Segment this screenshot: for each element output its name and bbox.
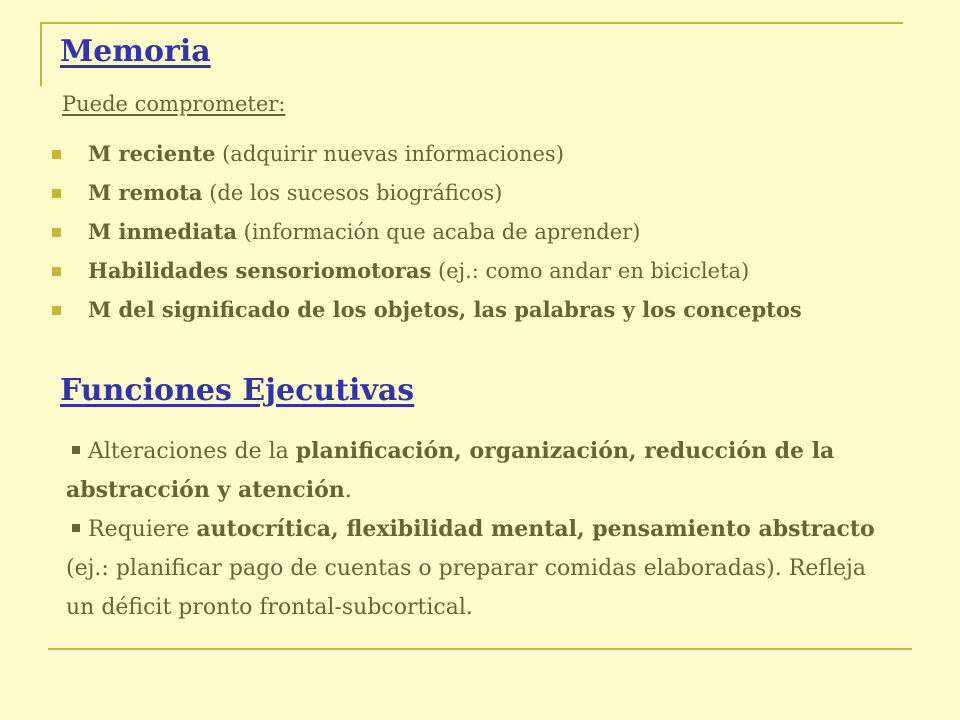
square-bullet-icon — [72, 446, 80, 454]
top-divider — [40, 22, 903, 24]
bottom-divider — [48, 648, 912, 650]
memoria-list — [52, 138, 932, 333]
funciones-body — [66, 432, 896, 627]
square-bullet-icon — [52, 267, 61, 276]
item-bold: M reciente — [88, 141, 216, 166]
list-item — [52, 294, 932, 333]
square-bullet-icon — [72, 524, 80, 532]
funciones-paragraph-2: Requiere autocrítica, flexibilidad mental, pensamiento abstracto (ej.: planificar pago de cuentas o preparar comidas elaboradas). Refleja un déficit pronto frontal-subcortical. — [66, 516, 875, 620]
square-bullet-icon — [52, 189, 61, 198]
item-bold: M inmediata — [88, 219, 237, 244]
left-divider — [40, 22, 42, 86]
section-title-funciones: Funciones Ejecutivas — [60, 373, 415, 408]
square-bullet-icon — [52, 306, 61, 315]
list-item — [52, 177, 932, 216]
item-rest: (información que acaba de aprender) — [236, 220, 641, 244]
item-bold: M remota — [88, 180, 203, 205]
item-bold: M del significado de los objetos, las palabras y los conceptos — [88, 297, 802, 322]
list-item — [52, 216, 932, 255]
item-rest: (ej.: como andar en bicicleta) — [431, 259, 750, 283]
item-rest: (de los sucesos biográficos) — [202, 181, 503, 205]
slide-title: Memoria — [60, 34, 211, 69]
item-rest: (adquirir nuevas informaciones) — [215, 142, 564, 166]
list-item — [52, 255, 932, 294]
funciones-paragraph-1: Alteraciones de la planificación, organización, reducción de la abstracción y atención. — [66, 438, 835, 503]
square-bullet-icon — [52, 150, 61, 159]
list-item — [52, 138, 932, 177]
square-bullet-icon — [52, 228, 61, 237]
item-bold: Habilidades sensoriomotoras — [88, 258, 432, 283]
slide-subtitle: Puede comprometer: — [62, 92, 286, 116]
